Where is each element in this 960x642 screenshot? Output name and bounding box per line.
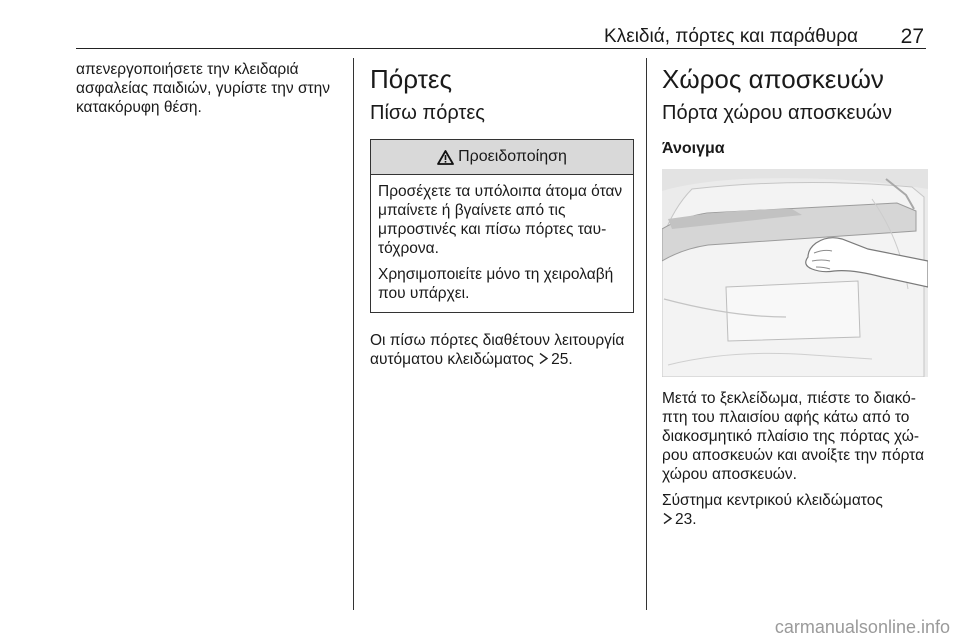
column-right [662, 60, 928, 537]
warning-box [370, 139, 634, 313]
header-title: Κλειδιά, πόρτες και παράθυρα [604, 26, 858, 47]
column-divider [353, 58, 354, 610]
page-number: 27 [900, 25, 924, 48]
section-heading: Χώρος αποσκευών [662, 64, 884, 94]
subsection-heading: Πίσω πόρτες [370, 102, 485, 124]
warning-header [371, 140, 633, 175]
paragraph-text: Οι πίσω πόρτες διαθέτουν λειτουργία αυτόματου κλειδώματος [370, 332, 625, 368]
warning-triangle-icon [437, 150, 454, 165]
column-middle [370, 60, 634, 377]
watermark: carmanualsonline.info [774, 617, 950, 637]
warning-paragraph: Προσέχετε τα υπόλοιπα άτομα όταν μπαίνετε ή βγαίνετε από τις μπροστινές και πίσω πόρτες ταυ- τόχρονα. [378, 183, 623, 257]
page-reference-arrow-icon [538, 351, 549, 370]
warning-title: Προειδοποίηση [458, 148, 567, 165]
warning-body [371, 175, 633, 312]
page-reference: 23. [675, 511, 697, 528]
body-paragraph: απενεργοποιήσετε την κλειδαριά ασφαλείας παιδιών, γυρίστε την στην κατακόρυφη θέση. [76, 61, 331, 116]
page-reference: 25. [551, 351, 573, 368]
column-left [76, 60, 340, 124]
warning-paragraph: Χρησιμοποιείτε μόνο τη χειρολαβή που υπάρχει. [378, 266, 614, 302]
page-reference-arrow-icon [662, 511, 673, 530]
body-paragraph: Σύστημα κεντρικού κλειδώματος [662, 492, 883, 509]
subsubsection-heading: Άνοιγμα [662, 140, 725, 157]
tailgate-handle-illustration [662, 169, 928, 377]
section-heading: Πόρτες [370, 64, 453, 94]
body-paragraph [370, 331, 634, 370]
page-header [76, 26, 926, 49]
column-divider [646, 58, 647, 610]
subsection-heading: Πόρτα χώρου αποσκευών [662, 102, 892, 124]
body-paragraph: Μετά το ξεκλείδωμα, πιέστε το διακό- πτη του πλαισίου αφής κάτω από το διακοσμητικό πλαίσιο της πόρτας χώ- ρου αποσκευών και ανοίξτε την πόρτα χώρου αποσκευών. [662, 390, 925, 483]
page-reference-line [662, 510, 928, 530]
